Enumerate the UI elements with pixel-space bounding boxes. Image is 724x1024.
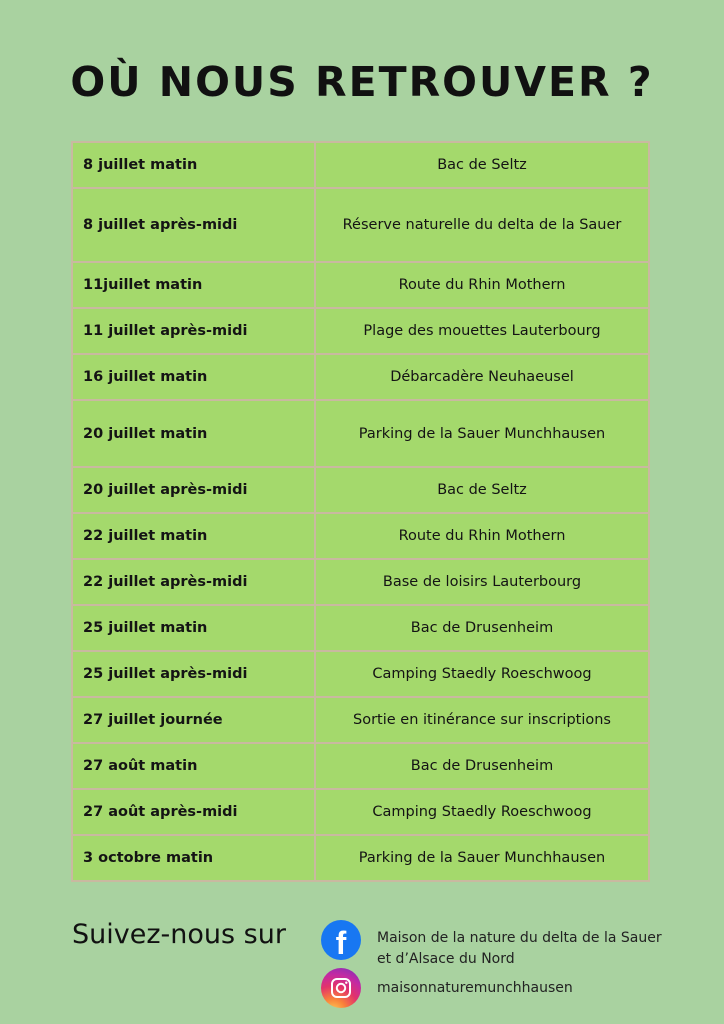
table-row — [72, 743, 649, 789]
date-cell: 25 juillet après-midi — [72, 651, 315, 697]
place-cell: Réserve naturelle du delta de la Sauer — [315, 188, 649, 262]
table-row — [72, 605, 649, 651]
schedule-table — [71, 141, 650, 882]
date-cell: 16 juillet matin — [72, 354, 315, 400]
table-row — [72, 467, 649, 513]
date-cell: 8 juillet matin — [72, 142, 315, 188]
date-cell: 3 octobre matin — [72, 835, 315, 881]
instagram-icon[interactable] — [321, 968, 361, 1008]
date-cell: 8 juillet après-midi — [72, 188, 315, 262]
date-cell: 11 juillet après-midi — [72, 308, 315, 354]
table-row — [72, 400, 649, 467]
facebook-page-name[interactable] — [377, 928, 662, 970]
date-cell: 27 juillet journée — [72, 697, 315, 743]
table-row — [72, 188, 649, 262]
place-cell: Débarcadère Neuhaeusel — [315, 354, 649, 400]
table-row — [72, 789, 649, 835]
date-cell: 27 août après-midi — [72, 789, 315, 835]
place-cell: Route du Rhin Mothern — [315, 262, 649, 308]
place-cell: Bac de Drusenheim — [315, 605, 649, 651]
place-cell: Bac de Seltz — [315, 467, 649, 513]
facebook-text-line-2: et d’Alsace du Nord — [377, 951, 515, 967]
date-cell: 22 juillet après-midi — [72, 559, 315, 605]
follow-us-label: Suivez-nous sur — [72, 919, 286, 950]
table-row — [72, 308, 649, 354]
date-cell: 25 juillet matin — [72, 605, 315, 651]
place-cell: Base de loisirs Lauterbourg — [315, 559, 649, 605]
table-row — [72, 651, 649, 697]
facebook-text-line-1: Maison de la nature du delta de la Sauer — [377, 930, 662, 946]
table-row — [72, 697, 649, 743]
date-cell: 11juillet matin — [72, 262, 315, 308]
facebook-icon[interactable]: f — [321, 920, 361, 960]
table-row — [72, 262, 649, 308]
table-row — [72, 142, 649, 188]
date-cell: 22 juillet matin — [72, 513, 315, 559]
place-cell: Parking de la Sauer Munchhausen — [315, 400, 649, 467]
table-row — [72, 513, 649, 559]
place-cell: Plage des mouettes Lauterbourg — [315, 308, 649, 354]
place-cell: Camping Staedly Roeschwoog — [315, 651, 649, 697]
instagram-handle[interactable]: maisonnaturemunchhausen — [377, 980, 573, 996]
place-cell: Bac de Seltz — [315, 142, 649, 188]
instagram-glyph — [329, 976, 353, 1000]
place-cell: Route du Rhin Mothern — [315, 513, 649, 559]
place-cell: Camping Staedly Roeschwoog — [315, 789, 649, 835]
place-cell: Sortie en itinérance sur inscriptions — [315, 697, 649, 743]
date-cell: 27 août matin — [72, 743, 315, 789]
table-row — [72, 354, 649, 400]
date-cell: 20 juillet matin — [72, 400, 315, 467]
date-cell: 20 juillet après-midi — [72, 467, 315, 513]
place-cell: Parking de la Sauer Munchhausen — [315, 835, 649, 881]
table-row — [72, 835, 649, 881]
page-title: OÙ NOUS RETROUVER ? — [70, 58, 654, 106]
table-row — [72, 559, 649, 605]
place-cell: Bac de Drusenheim — [315, 743, 649, 789]
